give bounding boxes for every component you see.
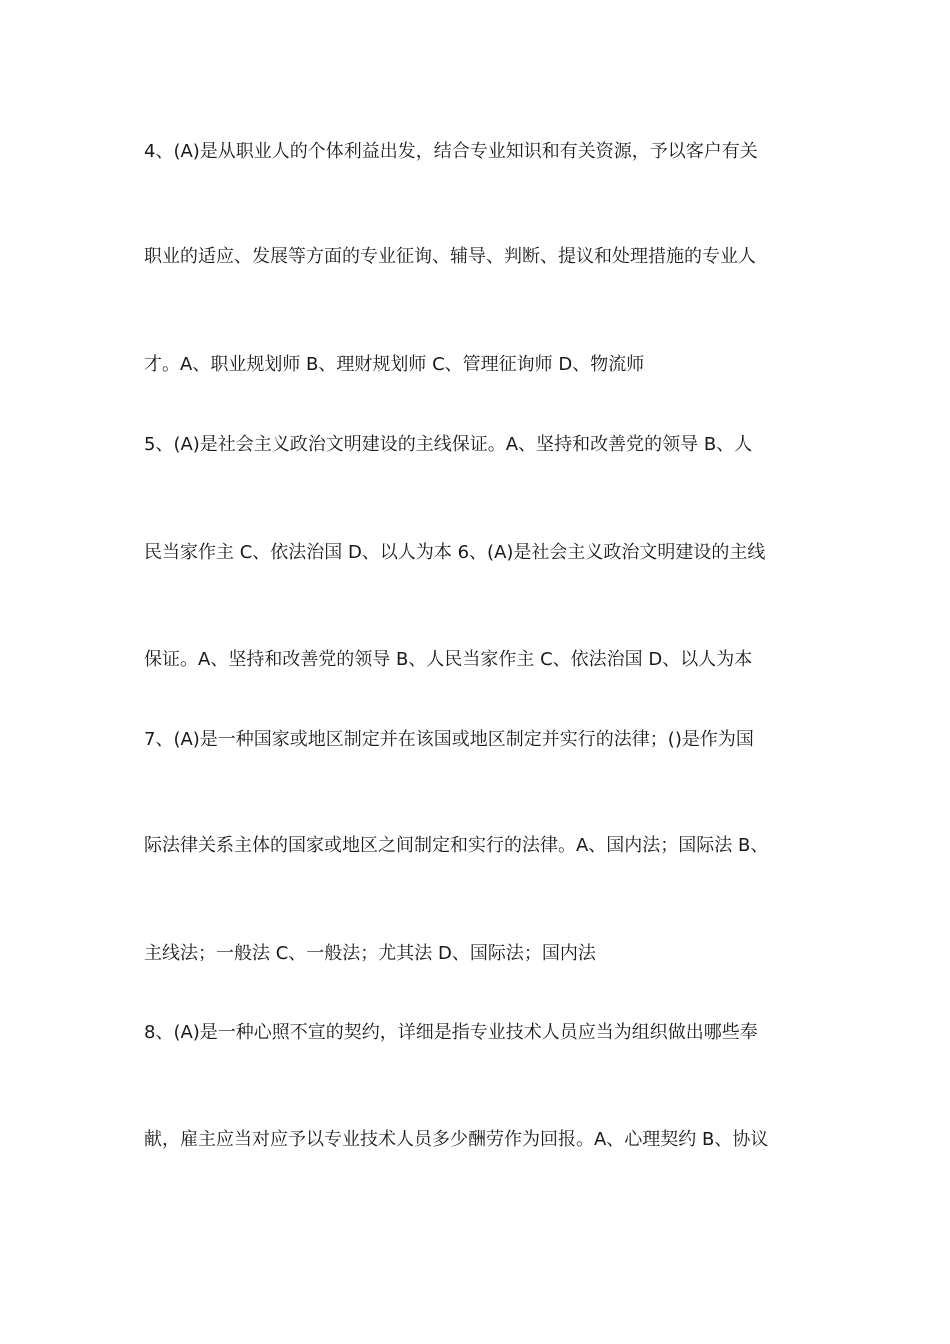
text-line-q8-1: 8、(A)是一种心照不宣的契约，详细是指专业技术人员应当为组织做出哪些奉 [144, 1022, 758, 1043]
text-line-q7-2: 际法律关系主体的国家或地区之间制定和实行的法律。A、国内法；国际法 B、 [144, 835, 769, 856]
text-line-q7-1: 7、(A)是一种国家或地区制定并在该国或地区制定并实行的法律；()是作为国 [144, 729, 754, 750]
text-line-q5-1: 5、(A)是社会主义政治文明建设的主线保证。A、坚持和改善党的领导 B、人 [144, 434, 753, 455]
text-line-q4-2: 职业的适应、发展等方面的专业征询、辅导、判断、提议和处理措施的专业人 [144, 246, 756, 267]
text-line-q4-3: 才。A、职业规划师 B、理财规划师 C、管理征询师 D、物流师 [144, 354, 645, 375]
text-line-q8-2: 献，雇主应当对应予以专业技术人员多少酬劳作为回报。A、心理契约 B、协议 [144, 1129, 769, 1150]
text-line-q4-1: 4、(A)是从职业人的个体利益出发，结合专业知识和有关资源，予以客户有关 [144, 141, 758, 162]
text-line-q7-3: 主线法；一般法 C、一般法；尤其法 D、国际法；国内法 [144, 943, 596, 964]
text-line-q5-2: 民当家作主 C、依法治国 D、以人为本 6、(A)是社会主义政治文明建设的主线 [144, 542, 766, 563]
text-line-q6: 保证。A、坚持和改善党的领导 B、人民当家作主 C、依法治国 D、以人为本 [144, 649, 753, 670]
